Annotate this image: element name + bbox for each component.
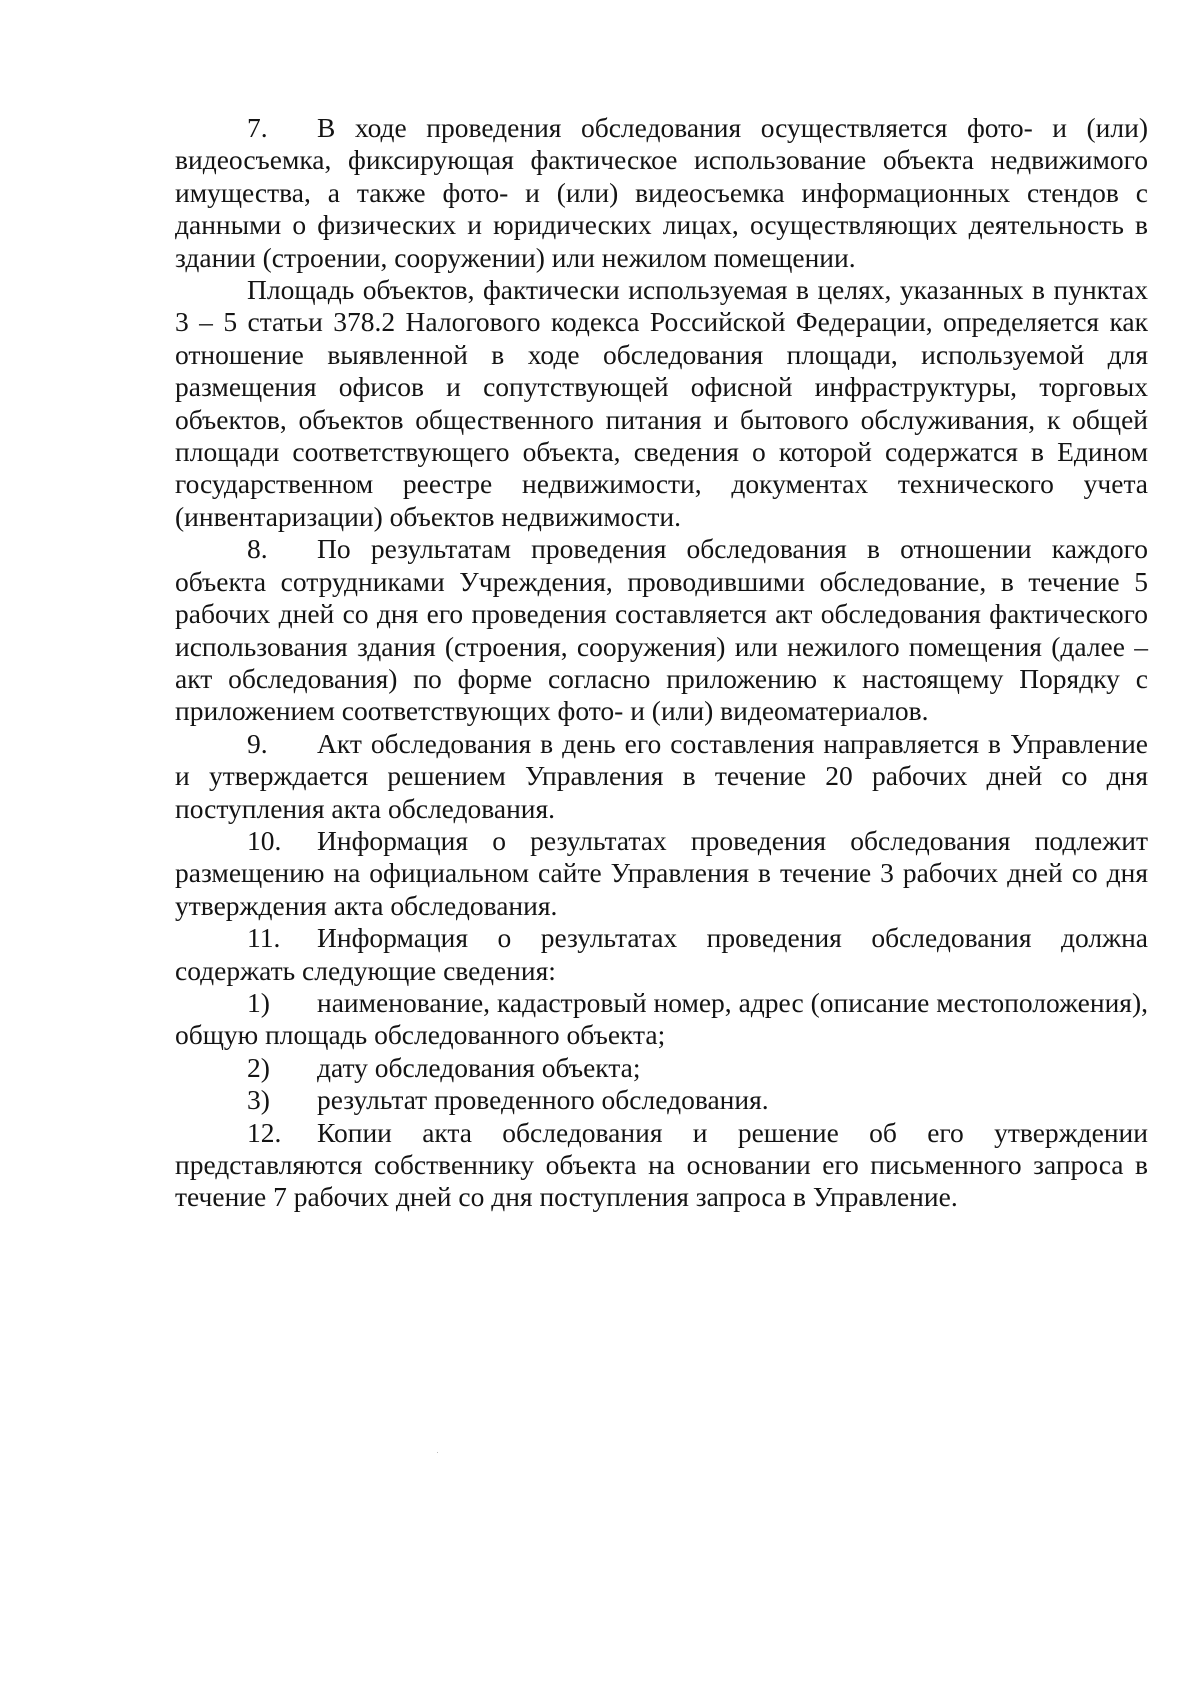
list-item-number: 3) <box>247 1084 270 1116</box>
paragraph-7-continued <box>175 274 1148 533</box>
paragraph-number: 12. <box>247 1116 282 1148</box>
list-item-number: 2) <box>247 1051 270 1083</box>
scan-speck <box>437 1452 438 1453</box>
paragraph-text: В ходе проведения обследования осуществляется фото- и (или) видеосъемка, фиксирующая фактическое использование объекта недвижимого имущества, а также фото- и (или) видеосъемка информационных стендов с данными о физических и юридических лицах, осуществляющих деятельность в здании (строении, сооружении) или нежилом помещении. <box>175 112 1148 273</box>
paragraph-text: Информация о результатах проведения обследования должна содержать следующие сведения: <box>175 922 1148 986</box>
paragraph-number: 11. <box>247 922 281 954</box>
paragraph-9 <box>175 728 1148 825</box>
paragraph-11 <box>175 922 1148 987</box>
list-item-number: 1) <box>247 986 270 1018</box>
paragraph-8 <box>175 533 1148 727</box>
paragraph-12 <box>175 1117 1148 1214</box>
list-item-text: наименование, кадастровый номер, адрес (описание местоположения), общую площадь обследованного объекта; <box>175 986 1148 1051</box>
paragraph-text: Информация о результатах проведения обследования подлежит размещению на официальном сайте Управления в течение 3 рабочих дней со дня утверждения акта обследования. <box>175 824 1148 921</box>
paragraph-text: По результатам проведения обследования в отношении каждого объекта сотрудниками Учреждения, проводившими обследование, в течение 5 рабочих дней со дня его проведения составляется акт обследования фактического использования здания (строения, сооружения) или нежилого помещения (далее – акт обследования) по форме согласно приложению к настоящему Порядку с приложением соответствующих фото- и (или) видеоматериалов. <box>175 533 1148 727</box>
list-item-text: результат проведенного обследования. <box>317 1084 769 1116</box>
paragraph-number: 8. <box>247 533 268 565</box>
list-item-2 <box>175 1052 1148 1084</box>
paragraph-text: Акт обследования в день его составления направляется в Управление и утверждается решением Управления в течение 20 рабочих дней со дня поступления акта обследования. <box>175 727 1148 824</box>
paragraph-7 <box>175 112 1148 274</box>
paragraph-number: 10. <box>247 824 282 856</box>
paragraph-number: 7. <box>247 112 268 143</box>
document-body <box>175 112 1148 1214</box>
paragraph-number: 9. <box>247 727 268 759</box>
paragraph-text: Площадь объектов, фактически используемая в целях, указанных в пунктах 3 – 5 статьи 378.2 Налогового кодекса Российской Федерации, определяется как отношение выявленной в ходе обследования площади, используемой для размещения офисов и сопутствующей офисной инфраструктуры, торговых объектов, объектов общественного питания и бытового обслуживания, к общей площади соответствующего объекта, сведения о которой содержатся в Едином государственном реестре недвижимости, документах технического учета (инвентаризации) объектов недвижимости. <box>175 274 1148 532</box>
list-item-3 <box>175 1084 1148 1116</box>
list-item-1 <box>175 987 1148 1052</box>
list-item-text: дату обследования объекта; <box>317 1051 641 1083</box>
paragraph-text: Копии акта обследования и решение об его утверждении представляются собственнику объекта на основании его письменного запроса в течение 7 рабочих дней со дня поступления запроса в Управление. <box>175 1116 1148 1213</box>
paragraph-10 <box>175 825 1148 922</box>
